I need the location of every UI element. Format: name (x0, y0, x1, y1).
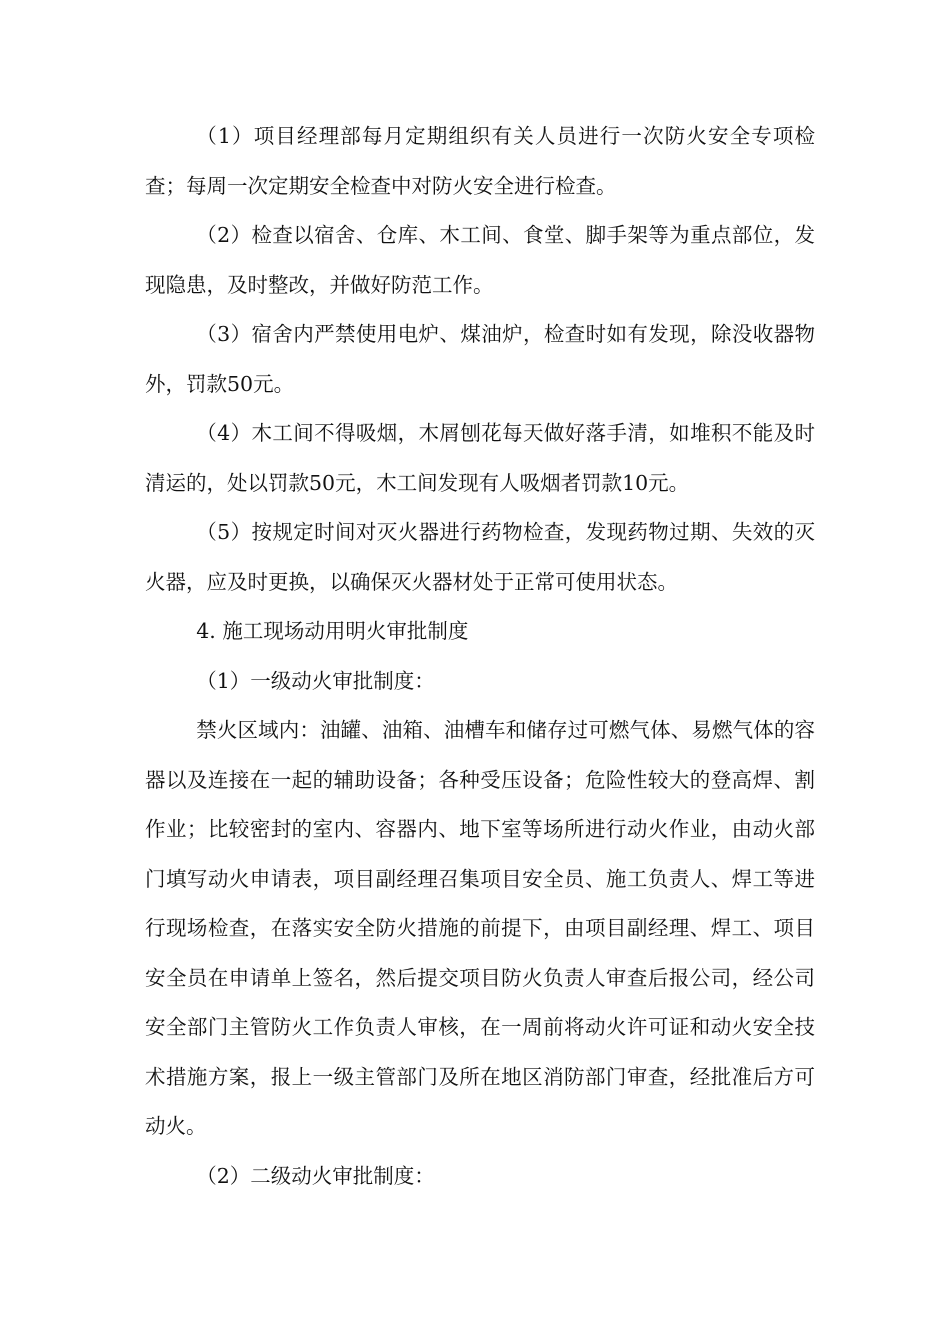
paragraph-dormitory-stoves: （3）宿舍内严禁使用电炉、煤油炉，检查时如有发现，除没收器物外，罚款50元。 (145, 322, 815, 396)
section-heading-open-flame-approval: 4. 施工现场动用明火审批制度 (196, 619, 469, 643)
subheading-level-one-approval: （1）一级动火审批制度： (196, 668, 435, 693)
paragraph-carpentry-smoking: （4）木工间不得吸烟，木屑刨花每天做好落手清，如堆积不能及时清运的，处以罚款50元，木工间发现有人吸烟者罚款10元。 (145, 421, 815, 495)
paragraph-inspection-key-areas: （2）检查以宿舍、仓库、木工间、食堂、脚手架等为重点部位，发现隐患，及时整改，并做好防范工作。 (145, 223, 815, 297)
paragraph-inspection-monthly: （1）项目经理部每月定期组织有关人员进行一次防火安全专项检查；每周一次定期安全检查中对防火安全进行检查。 (145, 124, 815, 198)
paragraph-extinguisher-check: （5）按规定时间对灭火器进行药物检查，发现药物过期、失效的灭火器，应及时更换，以确保灭火器材处于正常可使用状态。 (145, 520, 815, 594)
subheading-level-two-approval: （2）二级动火审批制度： (196, 1163, 435, 1188)
document-body (145, 112, 815, 1201)
paragraph-level-one-details: 禁火区域内：油罐、油箱、油槽车和储存过可燃气体、易燃气体的容器以及连接在一起的辅助设备；各种受压设备；危险性较大的登高焊、割作业；比较密封的室内、容器内、地下室等场所进行动火作业，由动火部门填写动火申请表，项目副经理召集项目安全员、施工负责人、焊工等进行现场检查，在落实安全防火措施的前提下，由项目副经理、焊工、项目安全员在申请单上签名，然后提交项目防火负责人审查后报公司，经公司安全部门主管防火工作负责人审核，在一周前将动火许可证和动火安全技术措施方案，报上一级主管部门及所在地区消防部门审查，经批准后方可动火。 (145, 718, 815, 1138)
